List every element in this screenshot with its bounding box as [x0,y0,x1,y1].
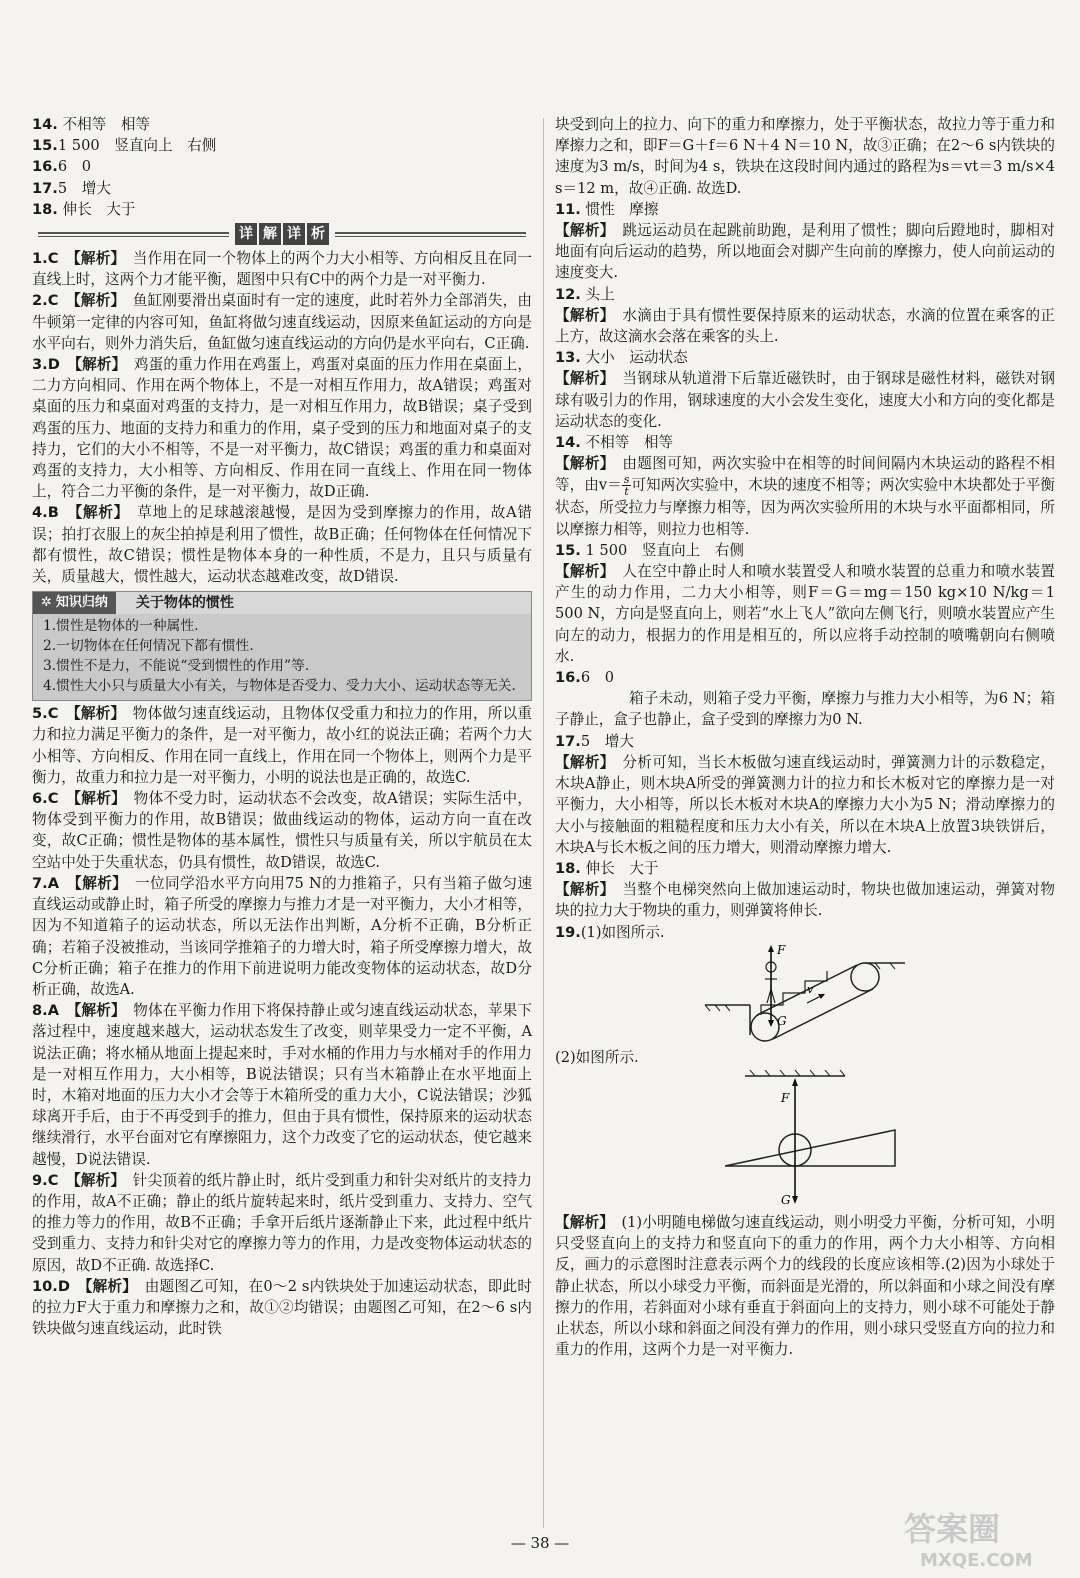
solution-18: 【解析】 当整个电梯突然向上做加速运动时，物块也做加速运动，弹簧对物块的拉力大于物块的重力，则弹簧将伸长. [555,881,1055,920]
answer-19-part2: (2)如图所示. [555,1048,639,1066]
solution-10: 10.D 【解析】 由题图乙可知，在0～2 s内铁块处于加速运动状态，即此时的拉力F大于重力和摩擦力之和，故①②均错误；由题图乙可知，在2～6 s内铁块做匀速直线运动，此时铁 [32,1277,532,1338]
solution-3: 3.D 【解析】 鸡蛋的重力作用在鸡蛋上，鸡蛋对桌面的压力作用在桌面上，二力方向相同、作用在两个物体上，不是一对相互作用力，故A错误；鸡蛋对桌面的压力和桌面对鸡蛋的支持力，是一对相互作用力，故B错误；桌子受到鸡蛋的压力、地面的支持力和重力的作用，桌子受到的压力和地面对桌子的支持力，它们的大小不相等，不是一对平衡力，故C错误；鸡蛋的重力和桌面对鸡蛋的支持力，大小相等、方向相反、作用在同一直线上、作用在同一物体上，符合二力平衡的条件，是一对平衡力，故D正确. [32,356,532,501]
ball-on-incline-diagram [555,1070,1055,1210]
knowledge-title: 关于物体的惯性 [135,594,234,611]
answer-14: 14. 不相等 相等 [555,434,674,452]
solution-17: 【解析】 分析可知，当长木板做匀速直线运动时，弹簧测力计的示数稳定，木块A静止，则木块A所受的弹簧测力计的拉力和长木板对它的摩擦力是一对平衡力，大小相等，所以长木板对木块A的摩擦力大小为5 N；滑动摩擦力的大小与接触面的粗糙程度和压力大小有关，所以在木块A上放置3块铁饼后，木块A与长木板之间的压力增大，则滑动摩擦力增大. [555,753,1055,856]
knowledge-item: 2.一切物体在任何情况下都有惯性. [43,638,254,655]
knowledge-item: 3.惯性不是力，不能说“受到惯性的作用”等. [43,658,310,675]
solution-8: 8.A 【解析】 物体在平衡力作用下将保持静止或匀速直线运动状态，苹果下落过程中，速度越来越大，运动状态发生了改变，则苹果受力一定不平衡，A说法正确；将水桶从地面上提起来时，手对水桶的作用力与水桶对手的作用力是一对相互作用力，大小相等，B说法错误；只有当木箱静止在水平地面上时，木箱对地面的压力大小才会等于木箱所受的重力大小，C说法错误；沙狐球离开手后，由于不再受到手的推力，但由于具有惯性，保持原来的运动状态继续滑行，水平台面对它有摩擦阻力，这个力改变了它的运动状态，使它越来越慢，D说法错误. [32,1002,532,1168]
answer-line: 17.5 增大 [32,179,111,197]
solution-11: 【解析】 跳远运动员在起跳前助跑，是利用了惯性；脚向后蹬地时，脚相对地面有向后运动的趋势，所以地面会对脚产生向前的摩擦力，使人向前运动的速度变大. [555,222,1055,282]
solution-5: 5.C 【解析】 物体做匀速直线运动，且物体仅受重力和拉力的作用，所以重力和拉力满足平衡力的条件，是一对平衡力，故小红的说法正确；若两个力大小相等、方向相反、作用在同一直线上，作用在同一个物体上，则两个力是平衡力，故重力和拉力是一对平衡力，小明的说法也是正确的，故选C. [32,705,532,786]
knowledge-item: 1.惯性是物体的一种属性. [43,618,199,635]
solution-10-continued: 块受到向上的拉力、向下的重力和摩擦力，处于平衡状态，故拉力等于重力和摩擦力之和，即F＝G＋f＝6 N＋4 N＝10 N，故③正确；在2～6 s内铁块的速度为3 m/s，时间为4 s，铁块在这段时间内通过的路程为s＝vt＝3 m/s×4 s＝12 m，故④正确. 故选D. [555,116,1055,197]
solution-6: 6.C 【解析】 物体不受力时，运动状态不会改变，故A错误；实际生活中，物体受到平衡力的作用，故B错误；做曲线运动的物体，运动方向一直在改变，故C正确；惯性是物体的基本属性，惯性只与质量有关，所以宇航员在太空站中处于失重状态，仍具有惯性，故D错误，故选C. [32,790,532,871]
banner-title: 详 解 详 析 [235,223,329,245]
label-g: G [781,1192,791,1207]
solution-7: 7.A 【解析】 一位同学沿水平方向用75 N的力推箱子，只有当箱子做匀速直线运动或静止时，箱子所受的摩擦力与推力才是一对平衡力，大小才相等，因为不知道箱子的运动状态，所以无法作出判断，A分析不正确，B分析正确；若箱子没被推动，当该同学推箱子的力增大时，箱子所受摩擦力增大，故C分析正确；箱子在推力的作用下前进说明力能改变物体的运动状态，故D分析正确，故选A. [32,874,532,998]
answer-18: 18. 伸长 大于 [555,859,659,877]
column-divider [543,118,544,1528]
solution-2: 2.C 【解析】 鱼缸刚要滑出桌面时有一定的速度，此时若外力全部消失，由牛顿第一定律的内容可知，鱼缸将做匀速直线运动，因原来鱼缸运动的方向是水平向右，则外力消失后，鱼缸做匀速直线运动的方向仍是水平向右，C正确. [32,292,532,352]
knowledge-box [32,591,532,701]
solution-19: 【解析】 (1)小明随电梯做匀速直线运动，则小明受力平衡，分析可知，小明只受竖直向上的支持力和竖直向下的重力的作用，两个力大小相等、方向相反，画力的示意图时注意表示两个力的线段的长度应该相等.(2)因为小球处于静止状态，所以小球受力平衡，而斜面是光滑的，所以斜面和小球之间没有摩擦力的作用，若斜面对小球有垂直于斜面向上的支持力，则小球不可能处于静止状态，所以小球和斜面之间没有弹力的作用，则小球只受竖直方向的拉力和重力的作用，这两个力是一对平衡力. [555,1213,1055,1359]
label-f: F [777,944,786,957]
knowledge-item: 4.惯性大小只与质量大小有关，与物体是否受力、受力大小、运动状态等无关. [43,678,516,695]
answer-16: 16.6 0 [555,669,615,687]
answer-line: 14. 不相等 相等 [32,116,151,133]
left-column [32,114,532,1339]
solution-12: 【解析】 水滴由于具有惯性要保持原来的运动状态，水滴的位置在乘客的正上方，故这滴水会落在乘客的头上. [555,306,1055,346]
answer-12: 12. 头上 [555,285,615,303]
watermark-text: 答案圈 [904,1510,1001,1548]
fraction: $\frac{s}{t}$ [623,473,630,499]
solution-1: 1.C 【解析】 当作用在同一个物体上的两个力大小相等、方向相反且在同一直线上时，这两个力才能平衡，题图中只有C中的两个力是一对平衡力. [32,250,532,289]
answer-19-part1: 19.(1)如图所示. [555,923,665,941]
solution-13: 【解析】 当钢球从轨道滑下后靠近磁铁时，由于钢球是磁性材料，磁铁对钢球有吸引力的作用，钢球速度的大小会发生变化，速度大小和方向的变化都是运动状态的变化. [555,370,1055,430]
watermark-url: MXQE.COM [920,1550,1033,1571]
solution-9: 9.C 【解析】 针尖顶着的纸片静止时，纸片受到重力和针尖对纸片的支持力的作用，故A不正确；静止的纸片旋转起来时，纸片受到重力、支持力、空气的推力等力的作用，故B不正确；手拿开后纸片逐渐静止下来，此过程中纸片受到重力、支持力和针尖对它的摩擦力等力的作用，力是改变物体运动状态的原因，故D不正确. 故选择C. [32,1171,532,1274]
watermark-logo [896,1502,1066,1574]
answer-line: 15.1 500 竖直向上 右侧 [32,137,217,155]
knowledge-label: ✲ 知识归纳 [33,592,116,614]
section-banner [32,223,532,245]
answer-line: 16.6 0 [32,158,92,176]
label-f: F [781,1090,790,1105]
solution-16: 箱子未动，则箱子受力平衡，摩擦力与推力大小相等，为6 N；箱子静止，盒子也静止，盒子受到的摩擦力为0 N. [555,690,1055,729]
solution-15: 【解析】 人在空中静止时人和喷水装置受人和喷水装置的总重力和喷水装置产生的动力作用，二力大小相等，则F＝G＝mg＝150 kg×10 N/kg＝1 500 N，方向是竖直向上，则若“水上飞人”欲向左侧飞行，则喷水装置应产生向左的动力，根据力的作用是相互的，所以应将手动控制的喷嘴朝向右侧喷水. [555,563,1055,665]
right-column [555,114,1055,1360]
answer-17: 17.5 增大 [555,732,634,750]
answer-15: 15. 1 500 竖直向上 右侧 [555,541,745,559]
answer-13: 13. 大小 运动状态 [555,349,688,367]
page-number: — 38 — [510,1534,570,1552]
answer-11: 11. 惯性 摩擦 [555,200,659,218]
solution-4: 4.B 【解析】 草地上的足球越滚越慢，是因为受到摩擦力的作用，故A错误；拍打衣服上的灰尘拍掉是利用了惯性，故B正确；任何物体在任何情况下都有惯性，故C错误；惯性是物体本身的一种性质，不是力，且只与质量有关，质量越大，惯性越大，运动状态越难改变，故D错误. [32,504,532,586]
label-v: v [807,982,814,996]
solution-14: 【解析】 由题图可知，两次实验中在相等的时间间隔内木块运动的路程不相等，由v＝ $\frac{s}{t}$ 可知两次实验中，木块的速度不相等；两次实验中木块都处于平衡状态，所受拉力与摩擦力相等，因为两次实验所用的木块与水平面都相同，所以摩擦力相等，则拉力也相等. [555,455,1055,538]
answer-summary [32,114,532,220]
answer-line: 18. 伸长 大于 [32,200,136,218]
escalator-force-diagram [555,945,1055,1045]
label-g: G [777,1013,787,1028]
puzzle-icon: ✲ [41,595,52,611]
